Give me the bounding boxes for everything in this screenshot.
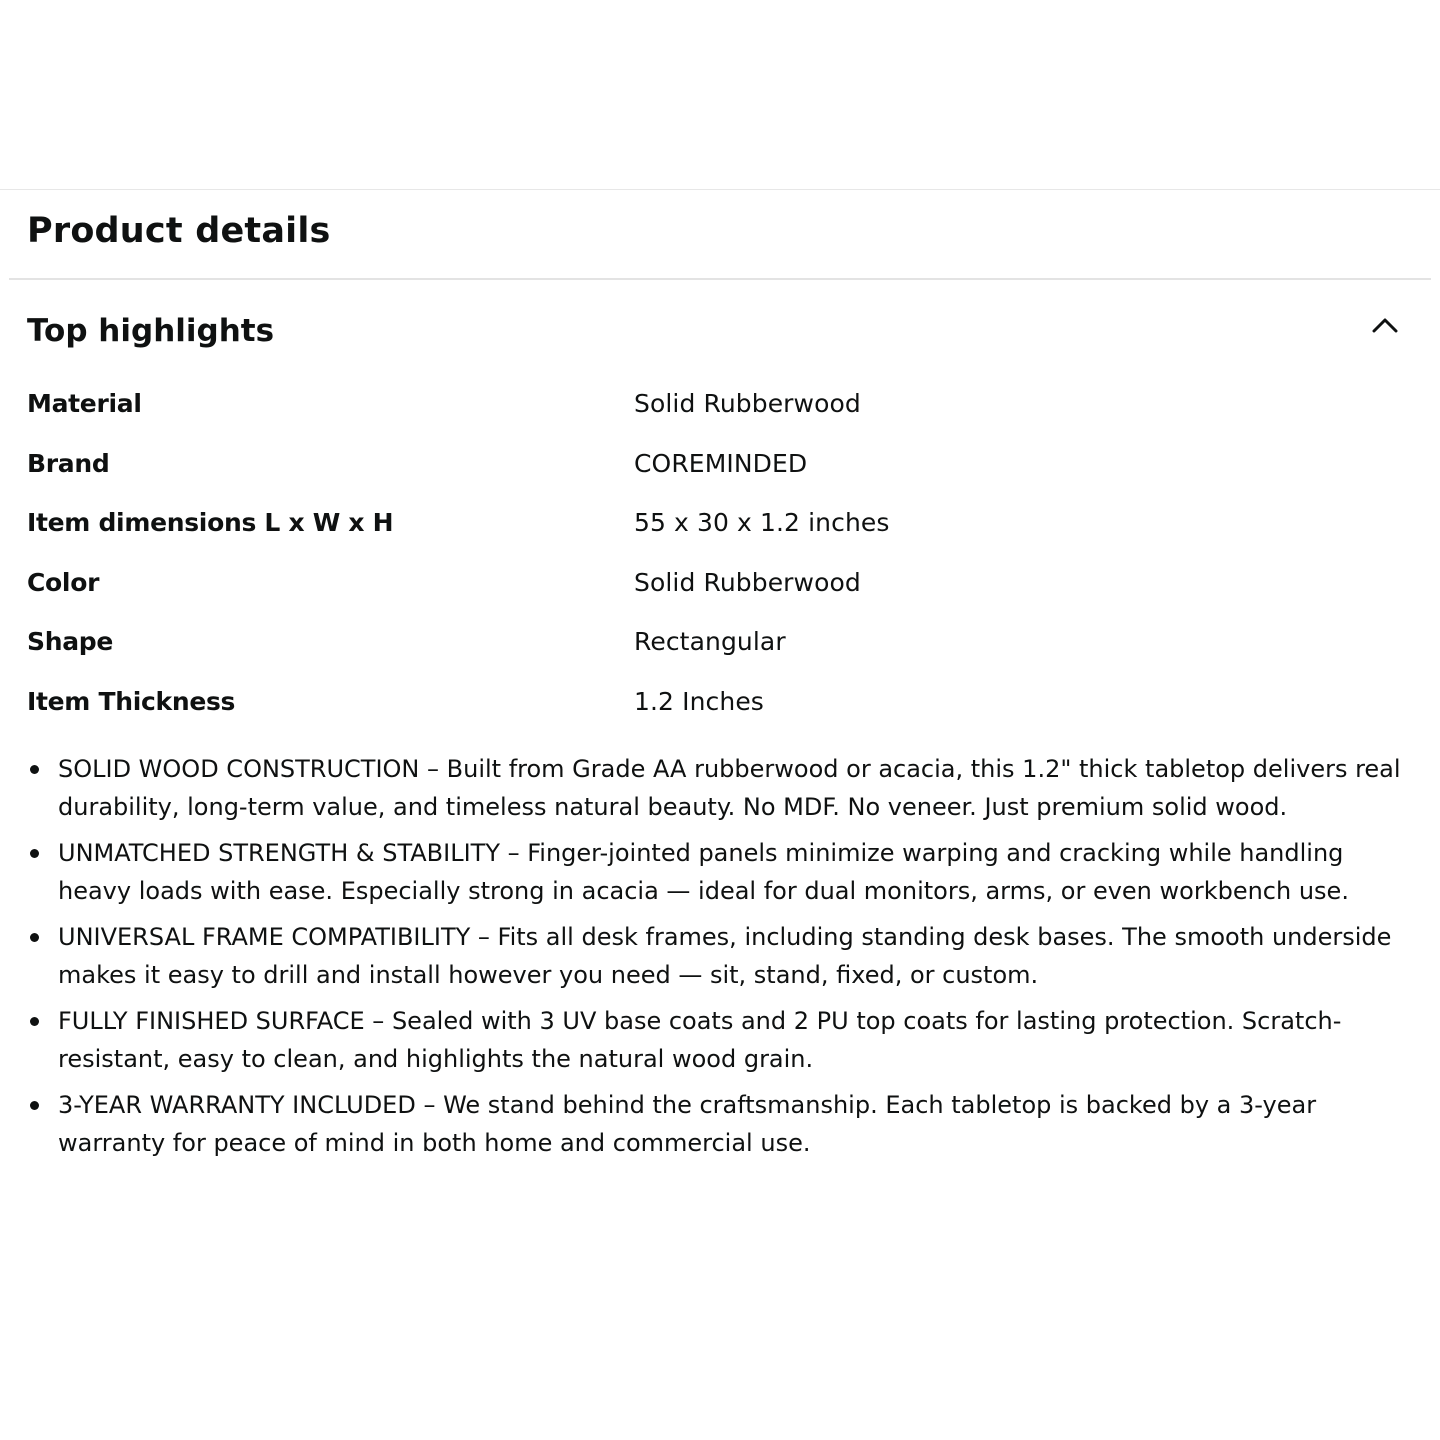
top-highlights-accordion-header[interactable] [0, 300, 1440, 362]
spec-key: Shape [27, 627, 114, 657]
feature-bullet-text: FULLY FINISHED SURFACE – Sealed with 3 UV base coats and 2 PU top coats for lasting protection. Scratch-resistant, easy to clean, and highlights the natural wood grain. [58, 1007, 1342, 1073]
feature-bullet [27, 750, 1417, 826]
spec-row [27, 614, 1407, 674]
spec-key: Brand [27, 448, 110, 478]
spec-row [27, 436, 1407, 496]
spec-row [27, 376, 1407, 436]
spec-key: Item dimensions L x W x H [27, 508, 394, 538]
bullet-dot-icon [30, 1017, 39, 1026]
bullet-dot-icon [30, 765, 39, 774]
section-divider [9, 278, 1431, 280]
spec-row [27, 555, 1407, 615]
accordion-title: Top highlights [27, 313, 275, 349]
spec-value: 55 x 30 x 1.2 inches [634, 508, 890, 538]
spec-key: Item Thickness [27, 686, 236, 716]
feature-bullet-text: SOLID WOOD CONSTRUCTION – Built from Grade AA rubberwood or acacia, this 1.2" thick tabletop delivers real durability, long-term value, and timeless natural beauty. No MDF. No veneer. Just premium solid wood. [58, 755, 1401, 821]
spec-value: Rectangular [634, 627, 786, 657]
spec-value: Solid Rubberwood [634, 567, 861, 597]
bullet-dot-icon [30, 849, 39, 858]
spec-row [27, 674, 1407, 734]
section-title: Product details [27, 211, 331, 251]
spec-row [27, 495, 1407, 555]
spec-value: 1.2 Inches [634, 686, 764, 716]
feature-bullet-text: 3-YEAR WARRANTY INCLUDED – We stand behind the craftsmanship. Each tabletop is backed by a 3-year warranty for peace of mind in both home and commercial use. [58, 1091, 1317, 1157]
spec-value: Solid Rubberwood [634, 389, 861, 418]
feature-bullet [27, 1002, 1417, 1078]
spec-key: Material [27, 389, 142, 418]
spec-value: COREMINDED [634, 448, 808, 478]
feature-bullet [27, 1086, 1417, 1162]
bullet-dot-icon [30, 933, 39, 942]
feature-bullet-text: UNIVERSAL FRAME COMPATIBILITY – Fits all desk frames, including standing desk bases. The smooth underside makes it easy to drill and install however you need — sit, stand, fixed, or custom. [58, 923, 1392, 989]
top-divider [0, 189, 1440, 190]
feature-bullet-text: UNMATCHED STRENGTH & STABILITY – Finger-jointed panels minimize warping and cracking while handling heavy loads with ease. Especially strong in acacia — ideal for dual monitors, arms, or even workbench use. [58, 839, 1349, 905]
feature-bullet [27, 918, 1417, 994]
spec-key: Color [27, 567, 100, 597]
feature-bullet-list [27, 750, 1417, 1170]
feature-bullet [27, 834, 1417, 910]
specs-table [27, 376, 1407, 734]
chevron-up-icon[interactable] [1370, 310, 1400, 340]
bullet-dot-icon [30, 1101, 39, 1110]
